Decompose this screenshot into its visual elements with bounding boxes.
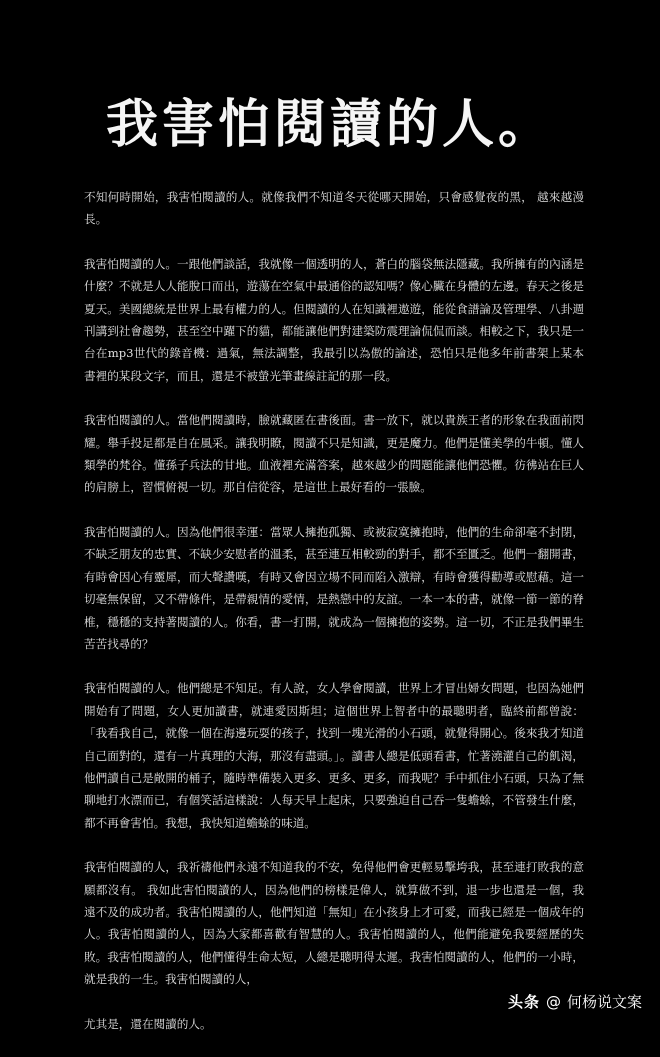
- article-title: 我害怕閱讀的人。: [105, 94, 554, 155]
- article-body: [84, 186, 584, 1057]
- paragraph-2: 我害怕閱讀的人。一跟他們談話，我就像一個透明的人，蒼白的腦袋無法隱藏。我所擁有的內涵是什麼？不就是人人能脫口而出，遊蕩在空氣中最通俗的認知嗎？像心臟在身體的左邊。春天之後是夏天。美國總統是世界上最有權力的人。但閱讀的人在知識裡遨遊，能從食譜論及管理學、八卦週刊講到社會趨勢，甚至空中躍下的貓，都能讓他們對建築防震理論侃侃而談。相較之下，我只是一台在mp3世代的錄音機：過氣，無法調整，我最引以為傲的論述，恐怕只是他多年前書架上某本書裡的某段文字，而且，還是不被螢光筆畫線註記的那一段。: [84, 256, 584, 383]
- watermark-author: 何杨说文案: [566, 993, 642, 1011]
- watermark-brand: 头条: [507, 993, 540, 1011]
- watermark: [508, 991, 642, 1012]
- paragraph-7: 尤其是，還在閱讀的人。: [84, 1016, 212, 1031]
- paragraph-4: 我害怕閱讀的人。因為他們很幸運：當眾人擁抱孤獨、或被寂寞擁抱時，他們的生命卻毫不封閉，不缺乏朋友的忠實、不缺少安慰者的溫柔，甚至連互相較勁的對手，都不至匱乏。他們一翻開書，有時會因心有靈犀，而大聲讚嘆，有時又會因立場不同而陷入激辯，有時會獲得勸導或慰藉。這一切毫無保留，又不帶條件，是帶親情的愛情，是熱戀中的友誼。一本一本的書，就像一節一節的脊椎，穩穩的支持著閱讀的人。你看，書一打開，就成為一個擁抱的姿勢。這一切，不正是我們畢生苦苦找尋的？: [84, 524, 584, 651]
- paragraph-3: 我害怕閱讀的人。當他們閱讀時，臉就藏匿在書後面。書一放下，就以貴族王者的形象在我面前閃耀。舉手投足都是自在風采。讓我明瞭，閱讀不只是知識，更是魔力。他們是懂美學的牛頓。懂人類學的梵谷。懂孫子兵法的甘地。血液裡充滿答案，越來越少的問題能讓他們恐懼。彷彿站在巨人的肩膀上，習慣俯視一切。那自信從容，是這世上最好看的一張臉。: [84, 413, 584, 495]
- watermark-at: @: [545, 992, 561, 1011]
- paragraph-6: 我害怕閱讀的人，我祈禱他們永遠不知道我的不安，免得他們會更輕易擊垮我，甚至連打敗我的意願都沒有。 我如此害怕閱讀的人，因為他們的榜樣是偉人，就算做不到，退一步也還是一個，我遠不及的成功者。我害怕閱讀的人，他們知道「無知」在小孩身上才可愛，而我已經是一個成年的人。我害怕閱讀的人，因為大家都喜歡有智慧的人。我害怕閱讀的人，他們能避免我要經歷的失敗。我害怕閱讀的人，他們懂得生命太短，人總是聰明得太遲。我害怕閱讀的人，他們的一小時，就是我的一生。我害怕閱讀的人，: [84, 860, 584, 987]
- paragraph-1: 不知何時開始，我害怕閱讀的人。就像我們不知道冬天從哪天開始，只會感覺夜的黑， 越來越漫長。: [84, 190, 584, 227]
- paragraph-5: 我害怕閱讀的人。他們總是不知足。有人說，女人學會閱讀，世界上才冒出婦女問題，也因為她們開始有了問題，女人更加讀書，就連愛因斯坦；這個世界上智者中的最聰明者，臨終前都曾說：「我看我自己，就像一個在海邊玩耍的孩子，找到一塊光滑的小石頭，就覺得開心。後來我才知道自己面對的，還有一片真理的大海，那沒有盡頭。」。讀書人總是低頭看書，忙著澆灌自己的飢渴，他們讀自己是敞開的桶子，隨時準備裝入更多、更多、更多，而我呢？手中抓住小石頭，只為了無聊地打水漂而已，有個笑話這樣說：人每天早上起床，只要強迫自己吞一隻蟾蜍，不管發生什麼，都不再會害怕。我想，我快知道蟾蜍的味道。: [84, 681, 584, 830]
